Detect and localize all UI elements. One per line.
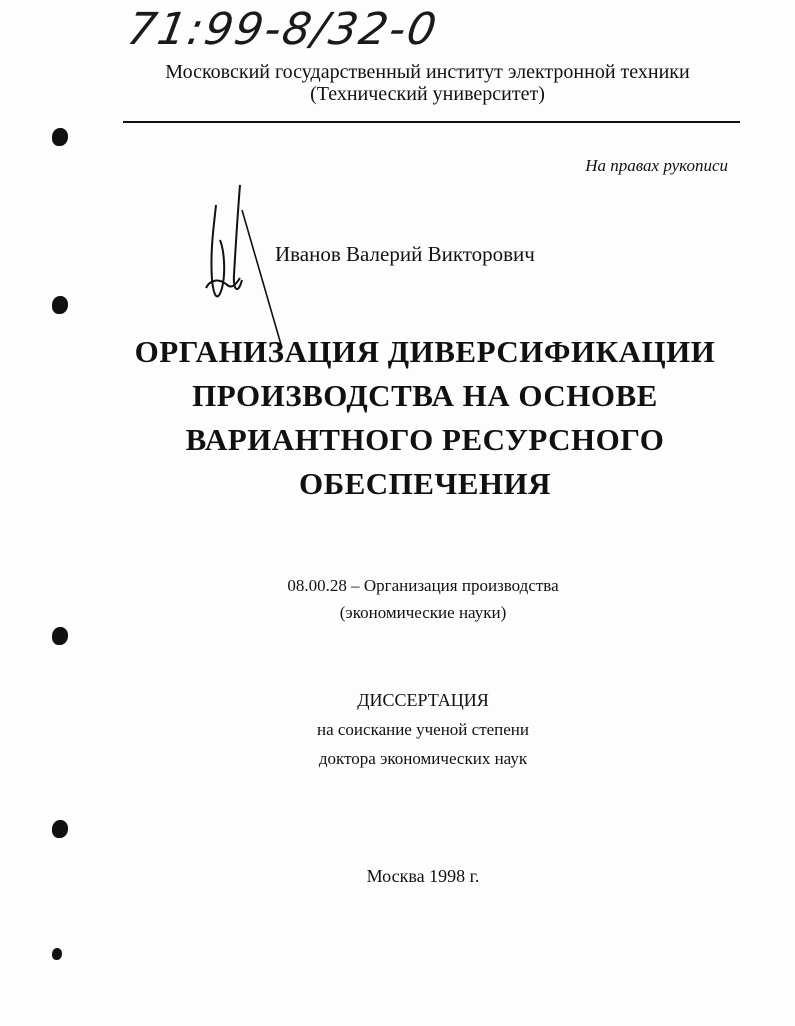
punch-hole-mark <box>52 820 68 838</box>
place-year: Москва 1998 г. <box>366 866 480 886</box>
degree-line: на соискание ученой степени <box>316 720 530 739</box>
punch-hole-mark <box>52 296 68 314</box>
title-line: ОБЕСПЕЧЕНИЯ <box>298 466 551 501</box>
rights-note: На правах рукописи <box>585 156 728 175</box>
dissertation-heading: ДИССЕРТАЦИЯ <box>357 690 489 710</box>
punch-hole-mark <box>52 128 68 146</box>
specialty-field: (экономические науки) <box>339 603 507 622</box>
signature-icon <box>196 180 286 350</box>
degree-line: доктора экономических наук <box>318 749 528 768</box>
punch-hole-mark <box>52 948 62 960</box>
title-line: ВАРИАНТНОГО РЕСУРСНОГО <box>185 422 665 457</box>
author-name: Иванов Валерий Викторович <box>275 242 535 266</box>
specialty-code: 08.00.28 – Организация производства <box>287 576 559 595</box>
institute-subtitle: (Технический университет) <box>310 83 545 105</box>
institute-name: Московский государственный институт электронной техники <box>165 61 690 83</box>
punch-hole-mark <box>52 627 68 645</box>
header-divider <box>123 121 740 123</box>
title-line: ОРГАНИЗАЦИЯ ДИВЕРСИФИКАЦИИ <box>134 334 716 369</box>
title-line: ПРОИЗВОДСТВА НА ОСНОВЕ <box>192 378 658 413</box>
archive-number-handwritten: 71:99-8/32-0 <box>123 4 442 55</box>
